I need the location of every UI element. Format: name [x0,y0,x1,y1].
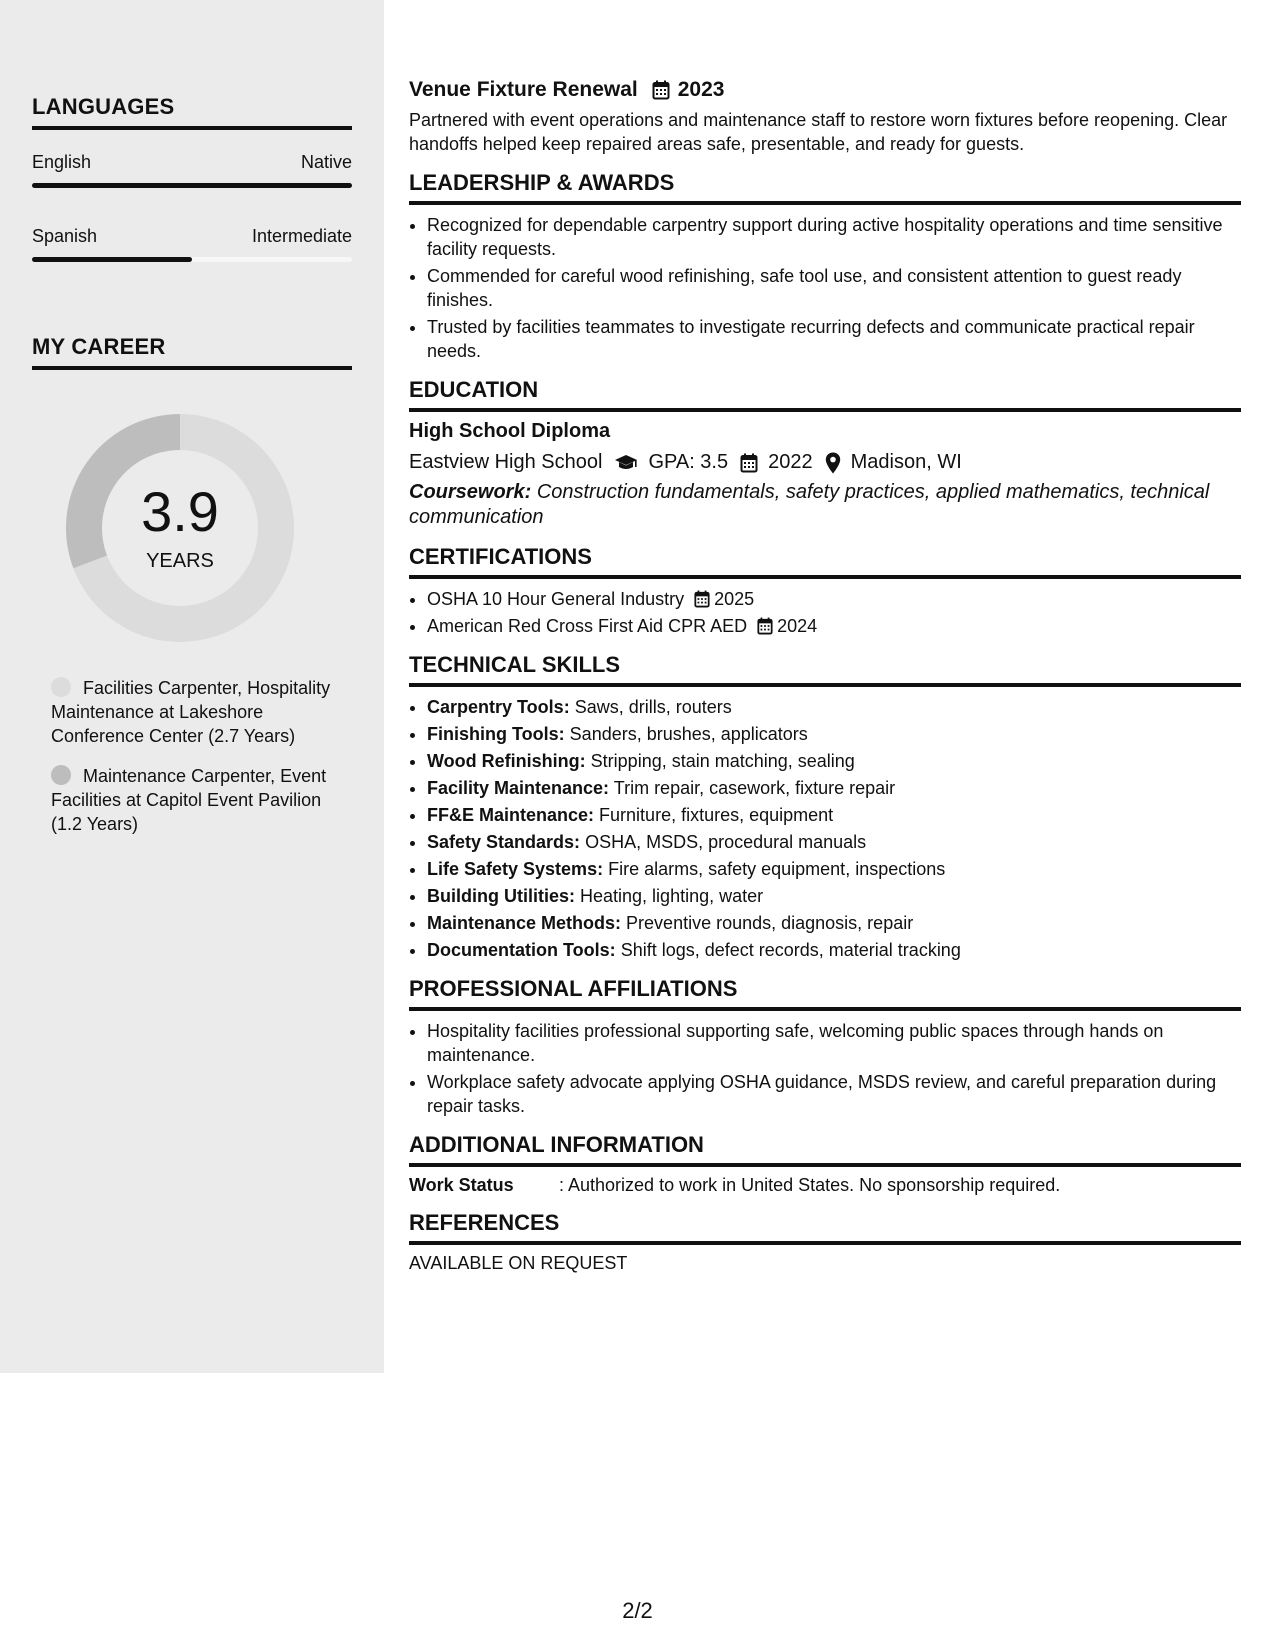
skill-value: Heating, lighting, water [580,886,764,906]
language-proficiency-fill [32,257,192,262]
skill-label: Facility Maintenance: [427,778,610,798]
certification-year: 2025 [714,589,755,609]
certification-name: American Red Cross First Aid CPR AED [427,616,748,636]
work-status-label: Work Status [409,1175,514,1195]
skill-value: Saws, drills, routers [574,697,732,717]
graduation-cap-icon [614,454,638,472]
degree: High School Diploma [409,420,611,442]
skill-label: Wood Refinishing: [427,751,586,771]
language-name: Spanish [32,226,98,246]
skills-list [409,695,1241,962]
skills-heading: TECHNICAL SKILLS [409,652,1241,687]
skill-label: Carpentry Tools: [427,697,570,717]
career-legend-item [51,764,331,836]
skill-value: Sanders, brushes, applicators [569,724,808,744]
sidebar [0,0,384,1373]
list-item: • Workplace safety advocate applying OSHA guidance, MSDS review, and careful preparation during repair tasks. [427,1070,1241,1118]
education-entry [409,420,1241,530]
gpa: GPA: 3.5 [648,451,729,473]
school-location: Madison, WI [850,451,962,473]
legend-label: Maintenance Carpenter, Event Facilities at Capitol Event Pavilion (1.2 Years) [51,766,327,834]
skill-item [427,857,1241,881]
work-status-row [409,1175,1241,1196]
calendar-icon [652,80,670,100]
skill-item [427,938,1241,962]
project-year: 2023 [677,78,725,101]
calendar-icon [740,453,758,473]
project-description: Partnered with event operations and maintenance staff to restore worn fixtures before reopening. Clear handoffs helped keep repaired areas safe, presentable, and ready for guests. [409,110,1228,154]
skill-label: Safety Standards: [427,832,581,852]
skill-label: Documentation Tools: [427,940,616,960]
language-proficiency-bar [32,257,352,262]
certifications-heading: CERTIFICATIONS [409,544,1241,579]
calendar-icon [694,590,710,608]
skill-item [427,695,1241,719]
additional-info-heading: ADDITIONAL INFORMATION [409,1132,1241,1167]
education-heading: EDUCATION [409,377,1241,412]
language-proficiency-fill [32,183,352,188]
skill-value: Stripping, stain matching, sealing [590,751,855,771]
affiliations-heading: PROFESSIONAL AFFILIATIONS [409,976,1241,1011]
skill-label: Finishing Tools: [427,724,565,744]
skill-value: Trim repair, casework, fixture repair [613,778,896,798]
certification-name: OSHA 10 Hour General Industry [427,589,685,609]
language-item [32,226,352,262]
map-pin-icon [825,452,841,474]
school-name: Eastview High School [409,451,603,473]
list-item [427,614,1241,638]
project-title: Venue Fixture Renewal [409,78,638,101]
list-item: • Trusted by facilities teammates to investigate recurring defects and communicate practical repair needs. [427,315,1241,363]
affiliations-list [409,1019,1241,1118]
languages-section [32,94,352,262]
certifications-list [409,587,1241,638]
coursework-text: Construction fundamentals, safety practices, applied mathematics, technical communication [409,481,1210,528]
legend-dot [51,765,71,785]
certification-year: 2024 [777,616,818,636]
skill-item [427,722,1241,746]
career-donut-chart [66,414,294,642]
calendar-icon [757,617,773,635]
coursework-label: Coursework: [409,481,532,503]
language-proficiency-bar [32,183,352,188]
page-number: 2/2 [622,1598,653,1623]
career-years-unit: YEARS [146,550,214,572]
project-entry [409,78,1241,156]
skill-item [427,803,1241,827]
list-item: • Hospitality facilities professional supporting safe, welcoming public spaces through hands on maintenance. [427,1019,1241,1067]
main-content [409,78,1241,1274]
list-item: • Commended for careful wood refinishing, safe tool use, and consistent attention to guest ready finishes. [427,264,1241,312]
skill-label: Life Safety Systems: [427,859,604,879]
career-section [32,334,352,370]
languages-heading: LANGUAGES [32,94,352,130]
skill-value: Shift logs, defect records, material tracking [620,940,961,960]
list-item: • Recognized for dependable carpentry support during active hospitality operations and time sensitive facility requests. [427,213,1241,261]
skill-label: FF&E Maintenance: [427,805,595,825]
list-item [427,587,1241,611]
skill-item [427,749,1241,773]
references-heading: REFERENCES [409,1210,1241,1245]
skill-item [427,911,1241,935]
skill-value: Preventive rounds, diagnosis, repair [626,913,914,933]
skill-value: Fire alarms, safety equipment, inspections [608,859,946,879]
career-legend-item [51,676,331,748]
language-name: English [32,152,92,172]
skill-item [427,884,1241,908]
skill-item [427,776,1241,800]
career-legend [51,676,331,852]
language-level: Intermediate [251,226,352,246]
skill-label: Maintenance Methods: [427,913,622,933]
coursework [409,480,1241,530]
skill-value: OSHA, MSDS, procedural manuals [585,832,867,852]
language-item [32,152,352,188]
graduation-year: 2022 [768,451,813,473]
legend-dot [51,677,71,697]
skill-item [427,830,1241,854]
language-level: Native [300,152,352,172]
leadership-heading: LEADERSHIP & AWARDS [409,170,1241,205]
references-text: AVAILABLE ON REQUEST [409,1253,628,1273]
skill-value: Furniture, fixtures, equipment [599,805,834,825]
career-heading: MY CAREER [32,334,352,370]
leadership-list [409,213,1241,363]
legend-label: Facilities Carpenter, Hospitality Maintenance at Lakeshore Conference Center (2.7 Years) [51,678,331,746]
skill-label: Building Utilities: [427,886,575,906]
career-total-years: 3.9 [141,480,219,543]
work-status-value: : Authorized to work in United States. No sponsorship required. [559,1175,1061,1195]
